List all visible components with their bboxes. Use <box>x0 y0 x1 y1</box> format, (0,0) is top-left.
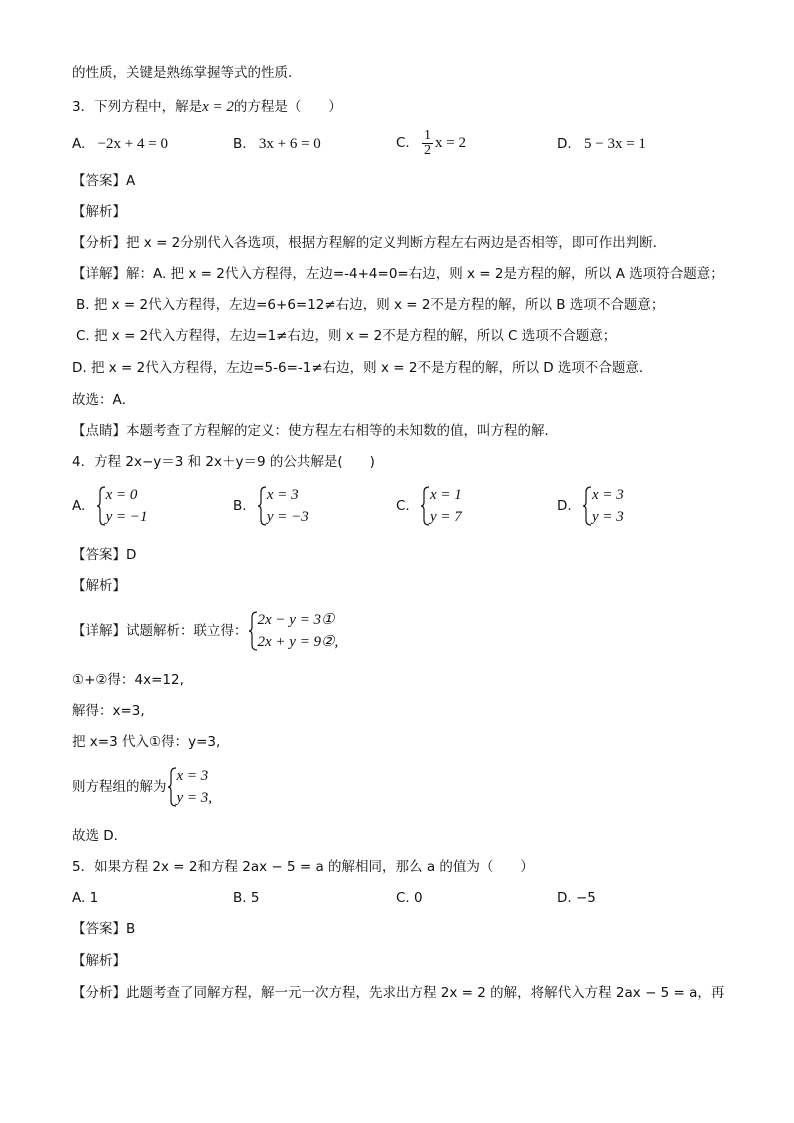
text-line: B. 把 x = 2代入方程得，左边=6+6=12≠右边，则 x = 2不是方程的解，所以 B 选项不合题意； <box>76 297 665 313</box>
equation-system <box>582 484 624 528</box>
q5-option-a: A. 1 <box>72 890 99 906</box>
option-label: A. <box>72 498 86 514</box>
answer-label: 【答案】A <box>72 173 136 189</box>
equation-system <box>96 484 148 528</box>
solution-system-line <box>72 609 338 653</box>
fraction-denominator: 2 <box>424 142 432 158</box>
q3-option-b <box>233 135 321 153</box>
q5-option-d: D. −5 <box>557 890 596 906</box>
option-equation: x = 2 <box>435 135 466 151</box>
q3-option-d <box>557 135 646 153</box>
answer-label: 【答案】D <box>72 547 137 563</box>
fraction <box>422 129 433 158</box>
answer-label: 【答案】B <box>72 921 136 937</box>
system-row: 2x − y = 3① <box>257 612 335 628</box>
brace-icon <box>167 767 177 807</box>
brace-icon <box>96 486 106 526</box>
system-row: y = 3 <box>591 509 624 525</box>
system-row: x = 3 <box>266 487 299 503</box>
equation-system <box>248 609 339 653</box>
brace-icon <box>582 486 592 526</box>
text-line: 的性质，关键是熟练掌握等式的性质． <box>72 65 302 81</box>
fraction-numerator: 1 <box>424 127 432 143</box>
system-row: x = 3 <box>176 768 209 784</box>
text-line: ①+②得：4x=12, <box>72 672 184 688</box>
system-row: x = 0 <box>105 487 138 503</box>
analysis-label: 【解析】 <box>72 953 126 969</box>
brace-icon <box>257 486 267 526</box>
option-equation: −2x + 4 = 0 <box>97 136 168 152</box>
q4-option-a <box>72 484 148 528</box>
text-line: 【分析】此题考查了同解方程，解一元一次方程，先求出方程 2x = 2 的解，将解代入方程 2ax − 5 = a，再 <box>72 985 725 1001</box>
text-line: 故选 D. <box>72 828 118 844</box>
option-label: A. <box>72 136 86 152</box>
system-row: y = 3, <box>176 790 213 806</box>
analysis-label: 【解析】 <box>72 578 126 594</box>
equation-system <box>257 484 309 528</box>
q4-option-c <box>396 484 462 528</box>
system-row: y = −3 <box>266 509 309 525</box>
analysis-label: 【解析】 <box>72 204 126 220</box>
text-line: 【分析】把 x = 2分别代入各选项，根据方程解的定义判断方程左右两边是否相等，即可作出判断． <box>72 235 667 251</box>
text-segment: 【详解】试题解析：联立得： <box>72 623 248 639</box>
question-3 <box>72 98 342 116</box>
q3-option-a <box>72 135 168 153</box>
option-label: B. <box>233 136 247 152</box>
system-row: y = −1 <box>105 509 148 525</box>
option-label: B. <box>233 498 247 514</box>
question-3-equation: x = 2 <box>202 99 234 115</box>
text-line: 【点睛】本题考查了方程解的定义：使方程左右相等的未知数的值，叫方程的解． <box>72 423 558 439</box>
q4-option-b <box>233 484 309 528</box>
option-label: C. <box>396 498 410 514</box>
q3-option-c <box>396 125 466 161</box>
equation-system <box>167 765 213 809</box>
system-row: x = 3 <box>591 487 624 503</box>
question-3-stem: 3．下列方程中，解是 <box>72 99 203 115</box>
q5-option-b: B. 5 <box>233 890 260 906</box>
text-line: 解得：x=3, <box>72 703 145 719</box>
option-label: C. <box>396 135 410 151</box>
solution-result-line <box>72 765 212 809</box>
q4-option-d <box>557 484 624 528</box>
text-line: D. 把 x = 2代入方程得，左边=5-6=-1≠右边，则 x = 2不是方程的解，所以 D 选项不合题意． <box>72 360 653 376</box>
question-3-stem-end: 的方程是（ ） <box>233 99 342 115</box>
system-row: 2x + y = 9②, <box>257 634 339 650</box>
option-equation: 3x + 6 = 0 <box>258 136 321 152</box>
q5-option-c: C. 0 <box>396 890 423 906</box>
system-row: y = 7 <box>430 509 462 525</box>
text-segment: 则方程组的解为 <box>72 779 167 795</box>
option-label: D. <box>557 498 572 514</box>
question-4: 4．方程 2x−y＝3 和 2x＋y＝9 的公共解是( ) <box>72 454 375 470</box>
brace-icon <box>420 486 430 526</box>
option-equation: 5 − 3x = 1 <box>583 136 646 152</box>
text-line: C. 把 x = 2代入方程得，左边=1≠右边，则 x = 2不是方程的解，所以 C 选项不合题意； <box>76 328 617 344</box>
question-5: 5．如果方程 2x = 2和方程 2ax − 5 = a 的解相同，那么 a 的值为（ ） <box>72 859 534 875</box>
system-row: x = 1 <box>430 487 462 503</box>
brace-icon <box>248 611 258 651</box>
text-line: 故选：A． <box>72 392 136 408</box>
text-line: 【详解】解：A. 把 x = 2代入方程得，左边=-4+4=0=右边，则 x = 2是方程的解，所以 A 选项符合题意； <box>72 266 724 282</box>
option-label: D. <box>557 136 572 152</box>
equation-system <box>420 484 462 528</box>
text-line: 把 x=3 代入①得：y=3, <box>72 734 221 750</box>
